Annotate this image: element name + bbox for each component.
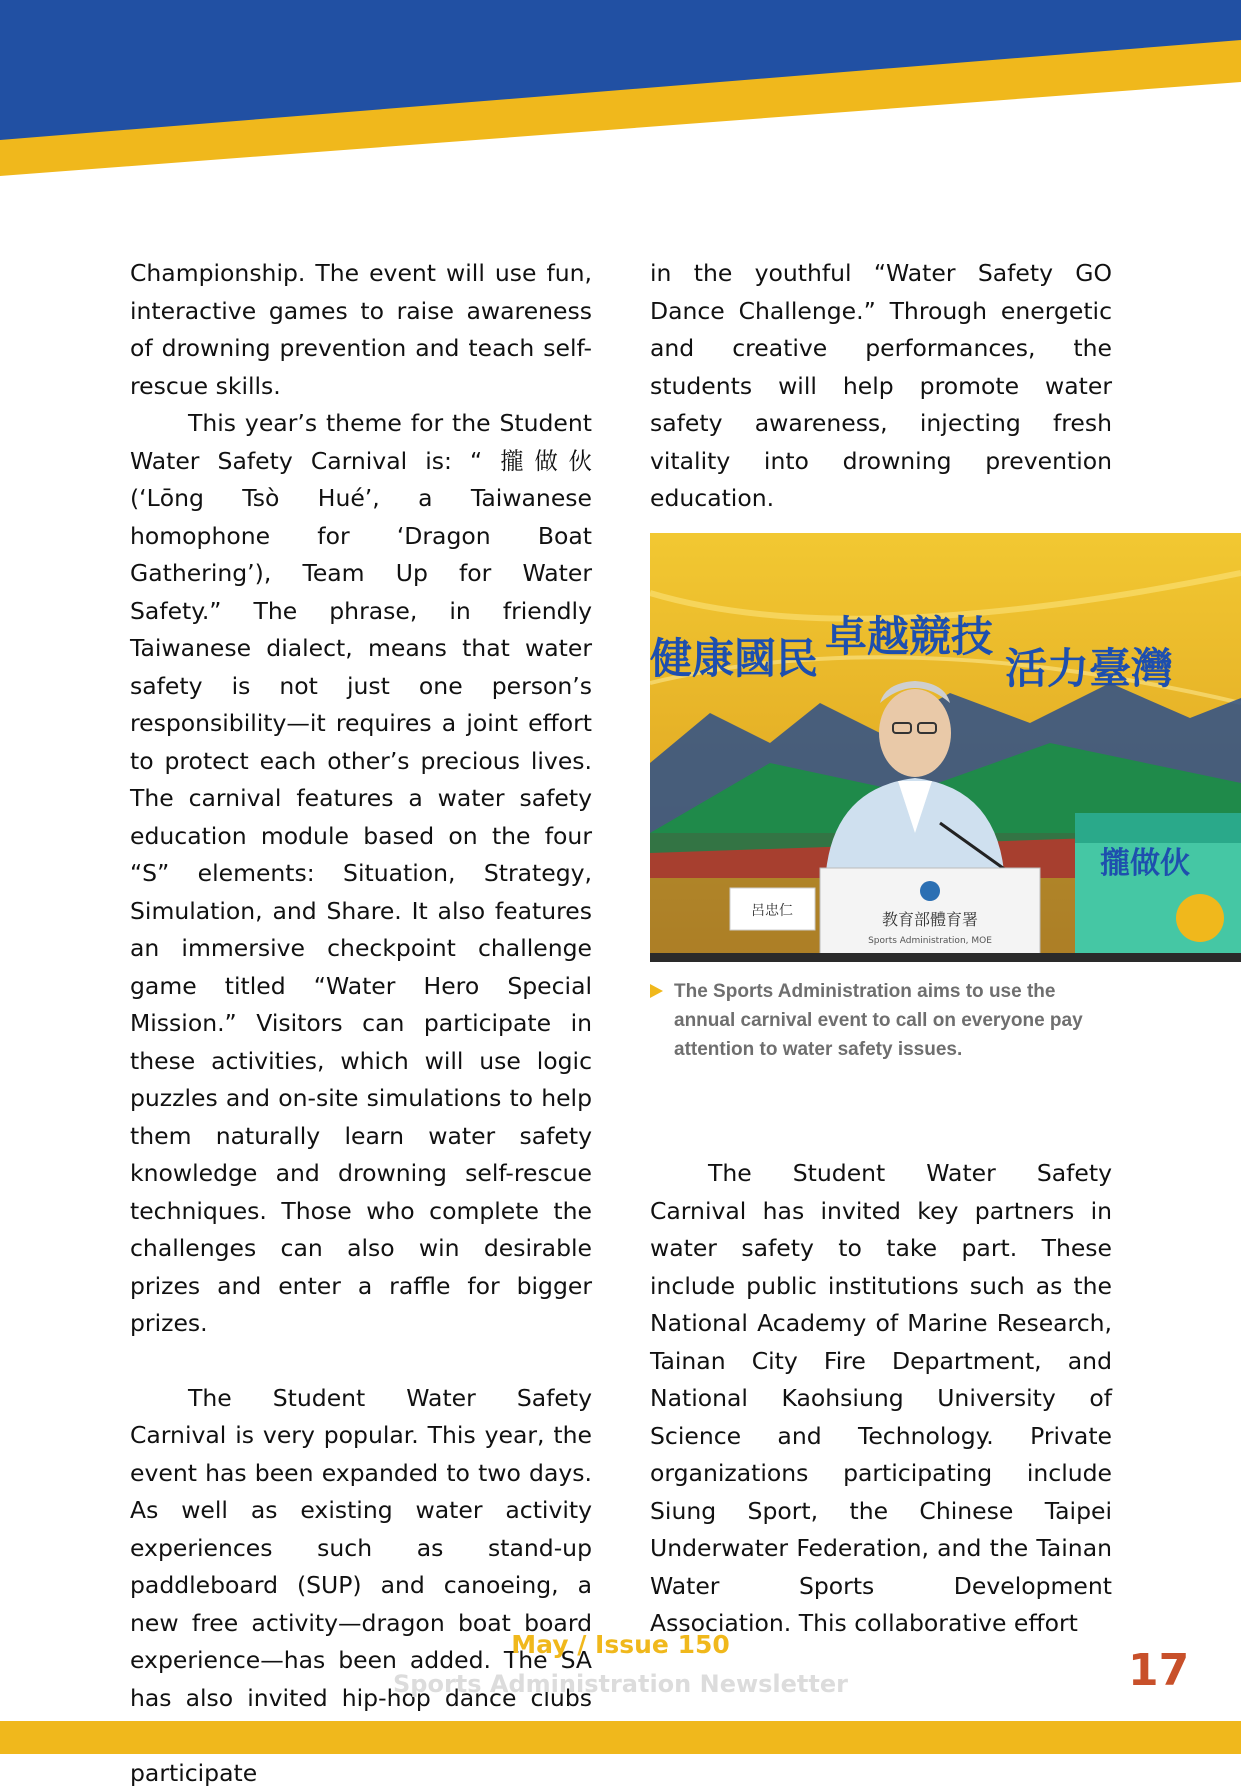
speaker-head (879, 689, 951, 777)
paragraph-dance-challenge: in the youthful “Water Safety GO Dance Challenge.” Through energetic and creative performances, the students will help promote water safety awareness, injecting fresh vitality into drowning prevention education. (650, 255, 1112, 518)
event-poster-title: 攏做伙 (1100, 846, 1190, 881)
caption-arrow-icon (650, 984, 663, 998)
footer-newsletter-name: Sports Administration Newsletter (0, 1670, 1241, 1698)
left-column (130, 255, 592, 1792)
backdrop-slogan-middle: 卓越競技 (825, 612, 993, 661)
paragraph-popular: The Student Water Safety Carnival is very popular. This year, the event has been expanded to two days. As well as existing water activity experiences such as stand-up paddleboard (SUP) and canoeing, a new free activity—dragon boat board experience—has been added. The SA has also invited hip-hop dance clubs participate (130, 1380, 592, 1792)
paragraph-intro-continued: Championship. The event will use fun, interactive games to raise awareness of drowning prevention and teach self-rescue skills. (130, 255, 592, 405)
podium-sign-text: 教育部體育署 (882, 910, 978, 929)
footer-issue: May / Issue 150 (0, 1630, 1241, 1659)
footer-bar (0, 1721, 1241, 1754)
header-banner (0, 0, 1241, 180)
podium-sign-text-en: Sports Administration, MOE (868, 936, 992, 946)
page-number: 17 (1128, 1645, 1189, 1696)
backdrop-slogan-right: 活力臺灣 (1005, 644, 1173, 693)
caption-text: The Sports Administration aims to use the annual carnival event to call on everyone pay attention to water safety issues. (674, 981, 1083, 1060)
photo-caption (650, 977, 1120, 1064)
paragraph-partners: The Student Water Safety Carnival has invited key partners in water safety to take part. These include public institutions such as the National Academy of Marine Research, Tainan City Fire Department, and National Kaohsiung University of Science and Technology. Private organizations participating include Siung Sport, the Chinese Taipei Underwater Federation, and the Tainan Water Sports Development Association. This collaborative effort (650, 1155, 1112, 1643)
right-column-top (650, 255, 1112, 518)
backdrop-slogan-left: 健康國民 (650, 634, 818, 683)
name-plate-text: 呂忠仁 (751, 902, 793, 919)
event-photo (650, 533, 1241, 962)
right-column-bottom (650, 1155, 1112, 1643)
paragraph-theme: This year’s theme for the Student Water Safety Carnival is: “ 攏做伙 (‘Lōng Tsò Hué’, a Taiwanese homophone for ‘Dragon Boat Gathering’), Team Up for Water Safety.” The phrase, in friendly Taiwanese dialect, means that water safety is not just one person’s responsibility—it requires a joint effort to protect each other’s precious lives. The carnival features a water safety education module based on the four “S” elements: Situation, Strategy, Simulation, and Share. It also features an immersive checkpoint challenge game titled “Water Hero Special Mission.” Visitors can participate in these activities, which will use logic puzzles and on-site simulations to help them naturally learn water safety knowledge and drowning self-rescue techniques. Those who complete the challenges can also win desirable prizes and enter a raffle for bigger prizes. (130, 405, 592, 1343)
